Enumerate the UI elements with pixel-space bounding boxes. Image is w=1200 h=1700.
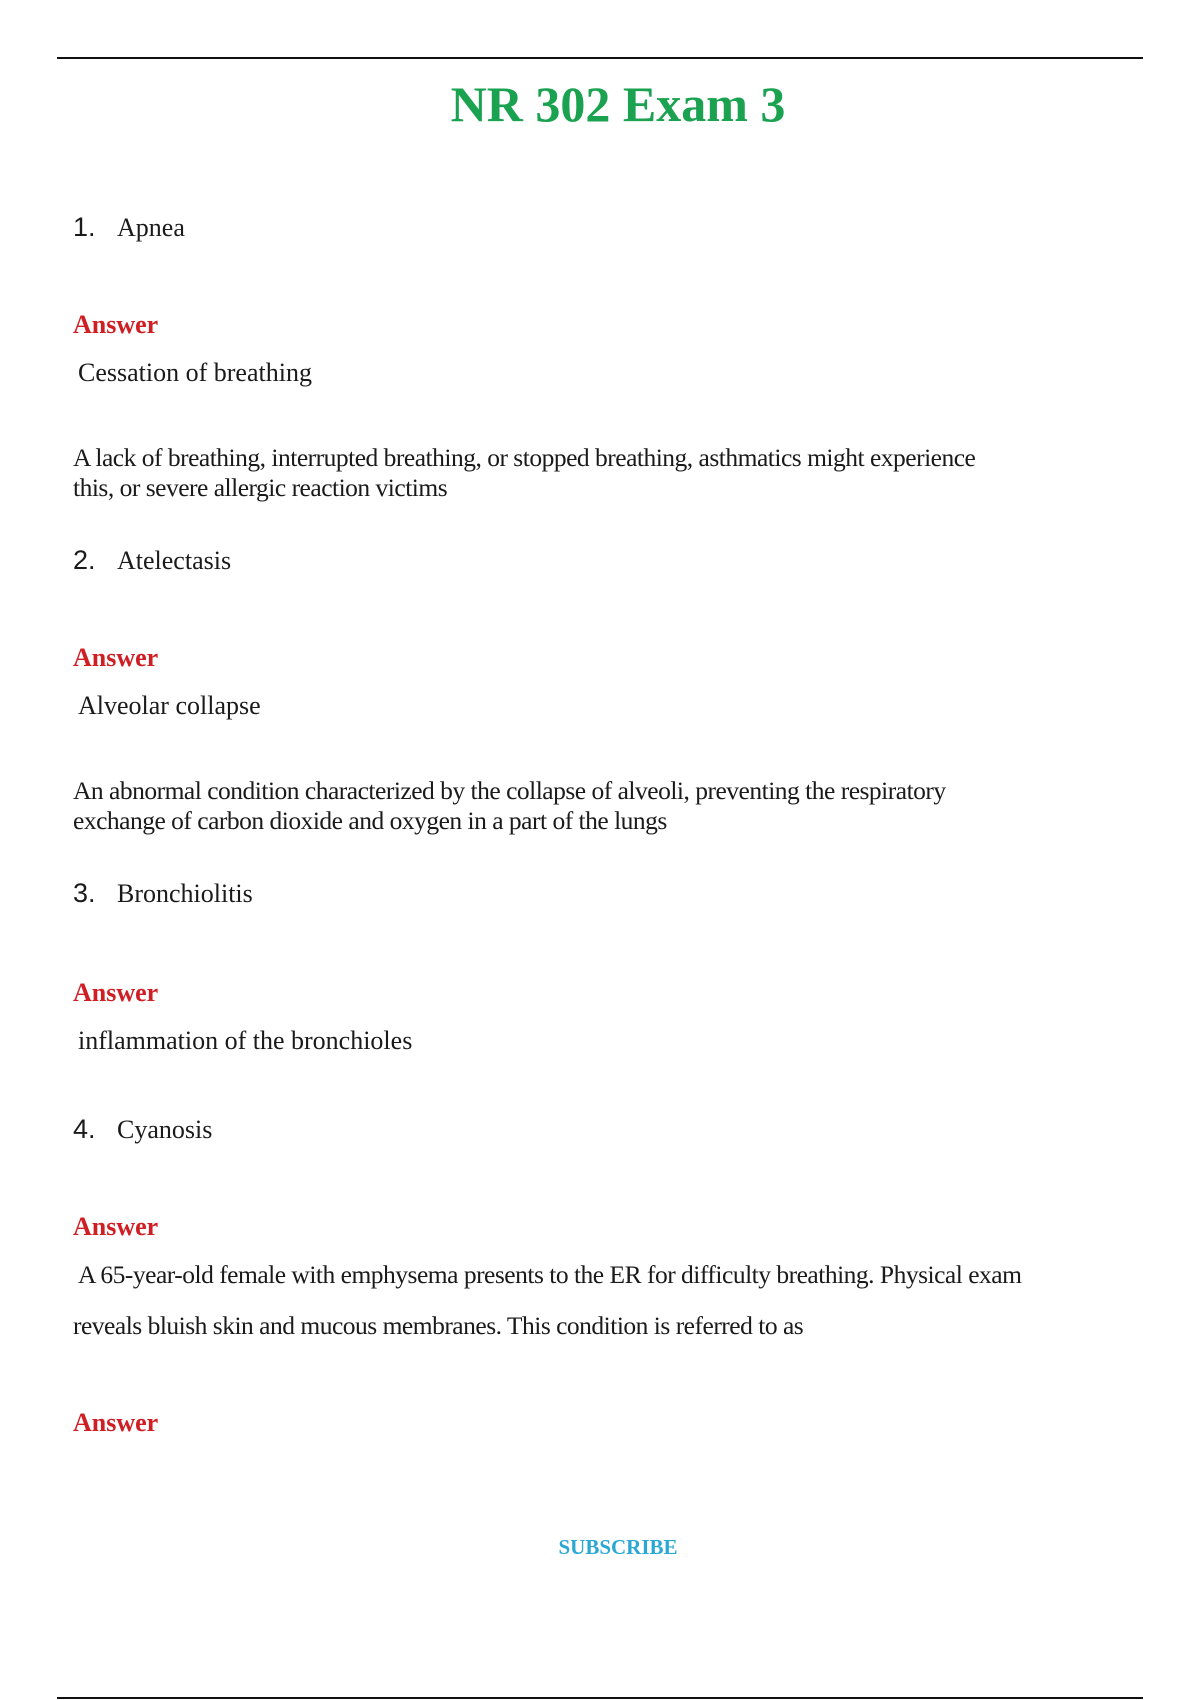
case-text-line: reveals bluish skin and mucous membranes. This condition is referred to as <box>73 1311 804 1340</box>
page-title: NR 302 Exam 3 <box>450 76 786 132</box>
description-line: A lack of breathing, interrupted breathing, or stopped breathing, asthmatics might experience <box>73 443 976 472</box>
subscribe-link[interactable]: SUBSCRIBE <box>558 1535 678 1559</box>
question-number: 4. <box>73 1114 96 1144</box>
description-line: An abnormal condition characterized by the collapse of alveoli, preventing the respiratory <box>73 776 946 805</box>
answer-label: Answer <box>73 643 159 672</box>
answer-label: Answer <box>73 1408 159 1437</box>
answer-text: inflammation of the bronchioles <box>78 1026 413 1055</box>
description-line: this, or severe allergic reaction victims <box>73 473 448 502</box>
description-line: exchange of carbon dioxide and oxygen in a part of the lungs <box>73 806 667 835</box>
question-term: Cyanosis <box>117 1115 213 1144</box>
bottom-rule <box>57 1697 1143 1699</box>
answer-label: Answer <box>73 1212 159 1241</box>
top-rule <box>57 57 1143 59</box>
question-term: Bronchiolitis <box>117 879 253 908</box>
answer-label: Answer <box>73 978 159 1007</box>
question-term: Apnea <box>117 213 185 242</box>
answer-label: Answer <box>73 310 159 339</box>
question-number: 2. <box>73 545 96 575</box>
question-term: Atelectasis <box>117 546 232 575</box>
answer-text: Alveolar collapse <box>78 691 261 720</box>
case-text-line: A 65-year-old female with emphysema presents to the ER for difficulty breathing. Physical exam <box>78 1260 1022 1289</box>
question-number: 3. <box>73 878 96 908</box>
answer-text: Cessation of breathing <box>78 358 312 387</box>
question-number: 1. <box>73 212 96 242</box>
